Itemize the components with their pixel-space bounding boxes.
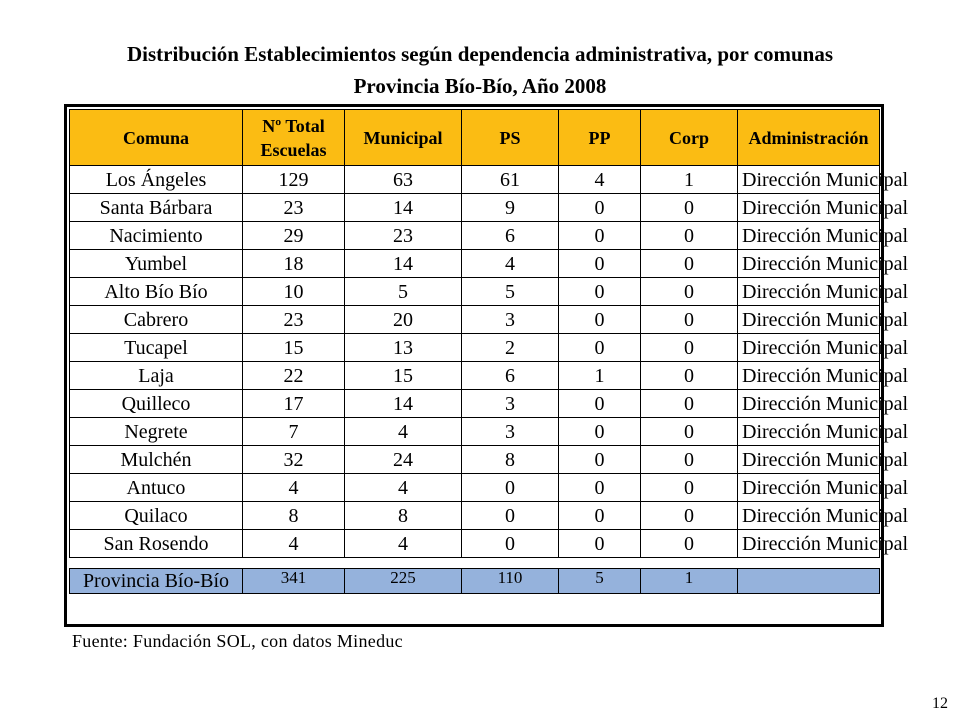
- cell-municipal: 24: [345, 446, 462, 474]
- cell-ps: 4: [462, 250, 559, 278]
- cell-ps: 0: [462, 530, 559, 558]
- cell-ps: 6: [462, 362, 559, 390]
- cell-corp: 0: [641, 250, 738, 278]
- table-row: [70, 362, 880, 390]
- cell-ps: 8: [462, 446, 559, 474]
- page-number: 12: [932, 695, 948, 712]
- cell-ps: 0: [462, 474, 559, 502]
- total-pp: 5: [559, 569, 641, 594]
- cell-municipal: 4: [345, 474, 462, 502]
- cell-pp: 0: [559, 530, 641, 558]
- spacer-cell: [70, 558, 880, 569]
- table-row: [70, 334, 880, 362]
- table-row: [70, 194, 880, 222]
- cell-admin: Dirección Municipal: [738, 418, 880, 446]
- cell-municipal: 4: [345, 418, 462, 446]
- cell-pp: 0: [559, 474, 641, 502]
- col-header-ps: PS: [462, 110, 559, 166]
- col-header-pp: PP: [559, 110, 641, 166]
- total-escuelas: 341: [243, 569, 345, 594]
- cell-total: 17: [243, 390, 345, 418]
- cell-corp: 0: [641, 362, 738, 390]
- cell-corp: 0: [641, 530, 738, 558]
- table-row: [70, 502, 880, 530]
- cell-comuna: Quilleco: [70, 390, 243, 418]
- title-line-1: Distribución Establecimientos según dependencia administrativa, por comunas: [126, 42, 834, 66]
- col-header-admin: Administración: [738, 110, 880, 166]
- cell-comuna: Nacimiento: [70, 222, 243, 250]
- cell-ps: 6: [462, 222, 559, 250]
- cell-comuna: Laja: [70, 362, 243, 390]
- total-row: [70, 569, 880, 594]
- cell-pp: 0: [559, 250, 641, 278]
- table-row: [70, 250, 880, 278]
- col-header-municipal: Municipal: [345, 110, 462, 166]
- cell-ps: 2: [462, 334, 559, 362]
- cell-comuna: Yumbel: [70, 250, 243, 278]
- total-ps: 110: [462, 569, 559, 594]
- cell-total: 15: [243, 334, 345, 362]
- cell-municipal: 4: [345, 530, 462, 558]
- cell-comuna: Mulchén: [70, 446, 243, 474]
- cell-pp: 0: [559, 502, 641, 530]
- cell-corp: 0: [641, 278, 738, 306]
- cell-total: 29: [243, 222, 345, 250]
- cell-admin: Dirección Municipal: [738, 362, 880, 390]
- cell-corp: 1: [641, 166, 738, 194]
- cell-municipal: 14: [345, 194, 462, 222]
- cell-comuna: Antuco: [70, 474, 243, 502]
- cell-municipal: 13: [345, 334, 462, 362]
- cell-ps: 3: [462, 306, 559, 334]
- cell-admin: Dirección Municipal: [738, 334, 880, 362]
- cell-admin: Dirección Municipal: [738, 306, 880, 334]
- col-header-total-line2: Escuelas: [260, 139, 327, 160]
- cell-comuna: Alto Bío Bío: [70, 278, 243, 306]
- cell-corp: 0: [641, 194, 738, 222]
- cell-comuna: Negrete: [70, 418, 243, 446]
- table-row: [70, 306, 880, 334]
- cell-ps: 3: [462, 418, 559, 446]
- title-line-2: Provincia Bío-Bío, Año 2008: [353, 74, 607, 98]
- cell-pp: 0: [559, 222, 641, 250]
- schools-table: [69, 109, 909, 594]
- total-label: Provincia Bío-Bío: [70, 569, 243, 594]
- cell-municipal: 15: [345, 362, 462, 390]
- cell-admin: Dirección Municipal: [738, 530, 880, 558]
- cell-pp: 0: [559, 334, 641, 362]
- cell-municipal: 23: [345, 222, 462, 250]
- cell-total: 129: [243, 166, 345, 194]
- cell-pp: 4: [559, 166, 641, 194]
- table-spacer-row: [70, 558, 880, 569]
- cell-total: 8: [243, 502, 345, 530]
- cell-pp: 0: [559, 390, 641, 418]
- cell-ps: 5: [462, 278, 559, 306]
- col-header-comuna: Comuna: [70, 110, 243, 166]
- cell-corp: 0: [641, 222, 738, 250]
- cell-ps: 0: [462, 502, 559, 530]
- cell-corp: 0: [641, 390, 738, 418]
- cell-total: 4: [243, 530, 345, 558]
- cell-admin: Dirección Municipal: [738, 502, 880, 530]
- cell-ps: 61: [462, 166, 559, 194]
- cell-comuna: Tucapel: [70, 334, 243, 362]
- cell-admin: Dirección Municipal: [738, 250, 880, 278]
- cell-pp: 0: [559, 306, 641, 334]
- cell-corp: 0: [641, 502, 738, 530]
- col-header-total: [243, 110, 345, 166]
- cell-total: 22: [243, 362, 345, 390]
- cell-total: 7: [243, 418, 345, 446]
- total-municipal: 225: [345, 569, 462, 594]
- col-header-corp: Corp: [641, 110, 738, 166]
- cell-comuna: San Rosendo: [70, 530, 243, 558]
- cell-total: 4: [243, 474, 345, 502]
- total-corp: 1: [641, 569, 738, 594]
- cell-admin: Dirección Municipal: [738, 474, 880, 502]
- cell-pp: 0: [559, 278, 641, 306]
- cell-ps: 9: [462, 194, 559, 222]
- cell-pp: 0: [559, 418, 641, 446]
- header-row: [70, 110, 880, 166]
- cell-pp: 1: [559, 362, 641, 390]
- cell-municipal: 20: [345, 306, 462, 334]
- table-row: [70, 418, 880, 446]
- table-row: [70, 530, 880, 558]
- cell-ps: 3: [462, 390, 559, 418]
- cell-corp: 0: [641, 334, 738, 362]
- table-row: [70, 390, 880, 418]
- table-row: [70, 278, 880, 306]
- cell-comuna: Los Ángeles: [70, 166, 243, 194]
- cell-municipal: 5: [345, 278, 462, 306]
- table-row: [70, 446, 880, 474]
- table-row: [70, 222, 880, 250]
- cell-admin: Dirección Municipal: [738, 222, 880, 250]
- cell-municipal: 63: [345, 166, 462, 194]
- cell-corp: 0: [641, 306, 738, 334]
- cell-municipal: 14: [345, 390, 462, 418]
- cell-admin: Dirección Municipal: [738, 446, 880, 474]
- cell-municipal: 8: [345, 502, 462, 530]
- cell-corp: 0: [641, 474, 738, 502]
- cell-pp: 0: [559, 194, 641, 222]
- cell-total: 32: [243, 446, 345, 474]
- cell-municipal: 14: [345, 250, 462, 278]
- cell-pp: 0: [559, 446, 641, 474]
- cell-comuna: Santa Bárbara: [70, 194, 243, 222]
- cell-comuna: Cabrero: [70, 306, 243, 334]
- cell-total: 10: [243, 278, 345, 306]
- cell-total: 23: [243, 194, 345, 222]
- table-frame: [64, 104, 909, 627]
- cell-total: 18: [243, 250, 345, 278]
- cell-admin: Dirección Municipal: [738, 166, 880, 194]
- col-header-total-line1: Nº Total: [262, 115, 325, 136]
- table-row: [70, 474, 880, 502]
- cell-total: 23: [243, 306, 345, 334]
- cell-admin: Dirección Municipal: [738, 194, 880, 222]
- cell-comuna: Quilaco: [70, 502, 243, 530]
- table-row: [70, 166, 880, 194]
- cell-admin: Dirección Municipal: [738, 390, 880, 418]
- source-note: Fuente: Fundación SOL, con datos Mineduc: [72, 631, 403, 651]
- cell-corp: 0: [641, 446, 738, 474]
- total-admin: [738, 569, 880, 594]
- cell-admin: Dirección Municipal: [738, 278, 880, 306]
- cell-corp: 0: [641, 418, 738, 446]
